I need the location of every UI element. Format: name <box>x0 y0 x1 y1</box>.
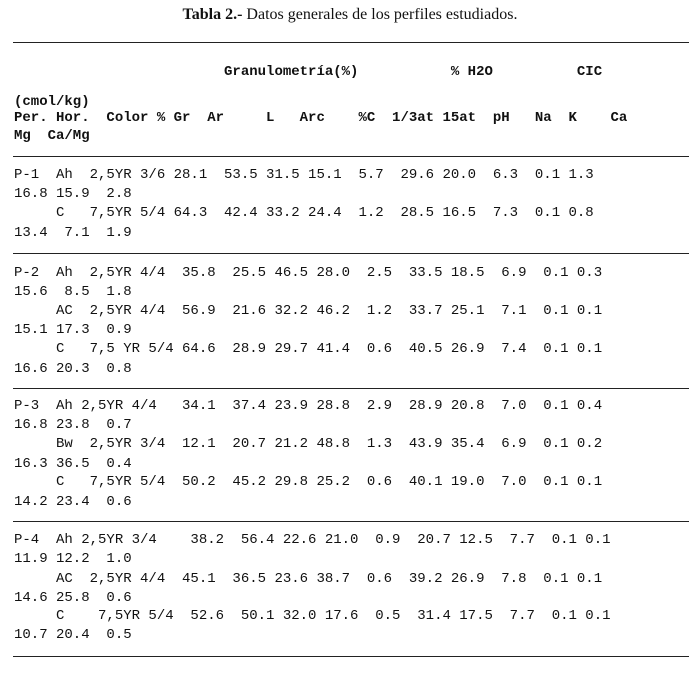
table-row: C 7,5 YR 5/4 64.6 28.9 29.7 41.4 0.6 40.5 26.9 7.4 0.1 0.1 <box>14 341 603 357</box>
header-columns-line-2: Mg Ca/Mg <box>14 128 90 144</box>
table-row: Bw 2,5YR 3/4 12.1 20.7 21.2 48.8 1.3 43.9 35.4 6.9 0.1 0.2 <box>14 436 603 452</box>
table-row-continuation: 15.1 17.3 0.9 <box>14 322 132 338</box>
table-row-continuation: 15.6 8.5 1.8 <box>14 284 132 300</box>
header-group-line: Granulometría(%) % H2O CIC <box>14 64 603 80</box>
caption-text: Datos generales de los perfiles estudiados. <box>242 6 518 23</box>
table-row-continuation: 11.9 12.2 1.0 <box>14 551 132 567</box>
table-row-continuation: 16.6 20.3 0.8 <box>14 361 132 377</box>
table-row: C 7,5YR 5/4 64.3 42.4 33.2 24.4 1.2 28.5 16.5 7.3 0.1 0.8 <box>14 205 594 221</box>
group-rule <box>13 253 689 254</box>
caption-label: Tabla 2.- <box>182 6 243 23</box>
table-row: AC 2,5YR 4/4 45.1 36.5 23.6 38.7 0.6 39.2 26.9 7.8 0.1 0.1 <box>14 571 603 587</box>
table-row-continuation: 16.8 15.9 2.8 <box>14 186 132 202</box>
table-caption <box>0 6 700 24</box>
table-row: P-1 Ah 2,5YR 3/6 28.1 53.5 31.5 15.1 5.7 29.6 20.0 6.3 0.1 1.3 <box>14 167 594 183</box>
table-row: P-2 Ah 2,5YR 4/4 35.8 25.5 46.5 28.0 2.5 33.5 18.5 6.9 0.1 0.3 <box>14 265 603 281</box>
table-row: C 7,5YR 5/4 50.2 45.2 29.8 25.2 0.6 40.1 19.0 7.0 0.1 0.1 <box>14 474 603 490</box>
table-row-continuation: 16.3 36.5 0.4 <box>14 456 132 472</box>
group-rule <box>13 521 689 522</box>
table-row-continuation: 16.8 23.8 0.7 <box>14 417 132 433</box>
table-row-continuation: 14.2 23.4 0.6 <box>14 494 132 510</box>
group-rule <box>13 388 689 389</box>
table-row: P-3 Ah 2,5YR 4/4 34.1 37.4 23.9 28.8 2.9 28.9 20.8 7.0 0.1 0.4 <box>14 398 603 414</box>
table-row-continuation: 10.7 20.4 0.5 <box>14 627 132 643</box>
header-unit-line: (cmol/kg) <box>14 94 90 110</box>
top-rule <box>13 42 689 43</box>
bottom-rule <box>13 656 689 657</box>
header-columns-line: Per. Hor. Color % Gr Ar L Arc %C 1/3at 15at pH Na K Ca <box>14 110 628 126</box>
table-row-continuation: 13.4 7.1 1.9 <box>14 225 132 241</box>
table-row: C 7,5YR 5/4 52.6 50.1 32.0 17.6 0.5 31.4 17.5 7.7 0.1 0.1 <box>14 608 611 624</box>
header-rule <box>13 156 689 157</box>
table-row: AC 2,5YR 4/4 56.9 21.6 32.2 46.2 1.2 33.7 25.1 7.1 0.1 0.1 <box>14 303 603 319</box>
table-row-continuation: 14.6 25.8 0.6 <box>14 590 132 606</box>
table-row: P-4 Ah 2,5YR 3/4 38.2 56.4 22.6 21.0 0.9 20.7 12.5 7.7 0.1 0.1 <box>14 532 611 548</box>
